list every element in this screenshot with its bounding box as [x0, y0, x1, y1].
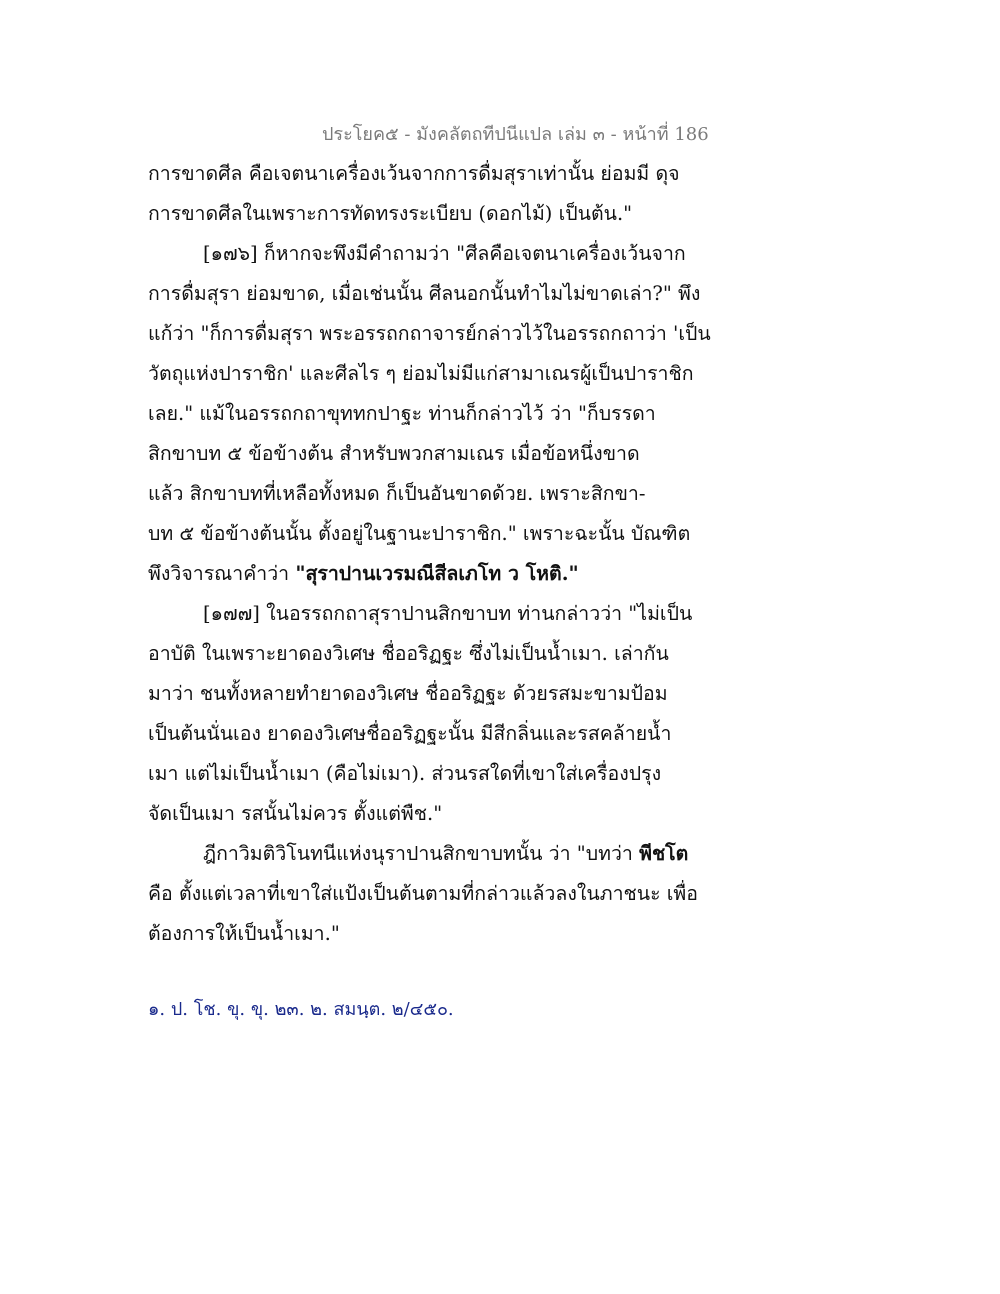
text-line: คือ ตั้งแต่เวลาที่เขาใส่แป้งเป็นต้นตามที่กล่าวแล้วลงในภาชนะ เพื่อ — [148, 882, 698, 905]
text-line: ต้องการให้เป็นน้ำเมา." — [148, 922, 340, 945]
text-segment: พึงวิจารณาคำว่า — [148, 562, 290, 585]
text-line: การดื่มสุรา ย่อมขาด, เมื่อเช่นนั้น ศีลนอกนั้นทำไมไม่ขาดเล่า?" พึง — [148, 282, 701, 305]
text-line: การขาดศีล คือเจตนาเครื่องเว้นจากการดื่มสุราเท่านั้น ย่อมมี ดุจ — [148, 162, 680, 185]
bold-pali-quote: "สุราปานเวรมณีสีลเภโท ว โหติ." — [295, 562, 579, 585]
text-line: อาบัติ ในเพราะยาดองวิเศษ ชื่ออริฏฐะ ซึ่งไม่เป็นน้ำเมา. เล่ากัน — [148, 642, 669, 665]
text-line: การขาดศีลในเพราะการทัดทรงระเบียบ (ดอกไม้) เป็นต้น." — [148, 202, 633, 225]
text-line: เลย." แม้ในอรรถกถาขุททกปาฐะ ท่านก็กล่าวไว้ ว่า "ก็บรรดา — [148, 402, 656, 425]
text-line: เป็นต้นนั่นเอง ยาดองวิเศษชื่ออริฏฐะนั้น มีสีกลิ่นและรสคล้ายน้ำ — [148, 722, 672, 745]
paragraph-177-start: [๑๗๗] ในอรรถกถาสุราปานสิกขาบท ท่านกล่าวว่า "ไม่เป็น — [203, 602, 693, 625]
text-line: สิกขาบท ๕ ข้อข้างต้น สำหรับพวกสามเณร เมื่อข้อหนึ่งขาด — [148, 442, 640, 465]
footnote: ๑. ป. โช. ขุ. ขุ. ๒๓. ๒. สมนฺต. ๒/๔๕๐. — [148, 999, 454, 1020]
text-line — [148, 554, 708, 594]
bold-term: พีชโต — [639, 842, 689, 865]
text-line: มาว่า ชนทั้งหลายทำยาดองวิเศษ ชื่ออริฏฐะ ด้วยรสมะขามป้อม — [148, 682, 668, 705]
text-line: เมา แต่ไม่เป็นน้ำเมา (คือไม่เมา). ส่วนรสใดที่เขาใส่เครื่องปรุง — [148, 762, 662, 785]
text-segment: ฎีกาวิมติวิโนทนีแห่งนุราปานสิกขาบทนั้น ว่า "บทว่า — [203, 842, 633, 865]
text-line: แล้ว สิกขาบทที่เหลือทั้งหมด ก็เป็นอันขาดด้วย. เพราะสิกขา- — [148, 482, 646, 505]
text-line: จัดเป็นเมา รสนั้นไม่ควร ตั้งแต่พืช." — [148, 802, 443, 825]
text-line: แก้ว่า "ก็การดื่มสุรา พระอรรถกถาจารย์กล่าวไว้ในอรรถกถาว่า 'เป็น — [148, 322, 711, 345]
page-header: ประโยค๕ - มังคลัตถทีปนีแปล เล่ม ๓ - หน้าที่ 186 — [322, 124, 709, 145]
paragraph-176-start: [๑๗๖] ก็หากจะพึงมีคำถามว่า "ศีลคือเจตนาเครื่องเว้นจาก — [203, 242, 686, 265]
paragraph-tika-start — [148, 834, 708, 874]
text-line: วัตถุแห่งปาราชิก' และศีลไร ๆ ย่อมไม่มีแก่สามาเณรผู้เป็นปาราชิก — [148, 362, 694, 385]
text-line: บท ๕ ข้อข้างต้นนั้น ตั้งอยู่ในฐานะปาราชิก." เพราะฉะนั้น บัณฑิต — [148, 522, 691, 545]
body-text — [148, 154, 711, 954]
